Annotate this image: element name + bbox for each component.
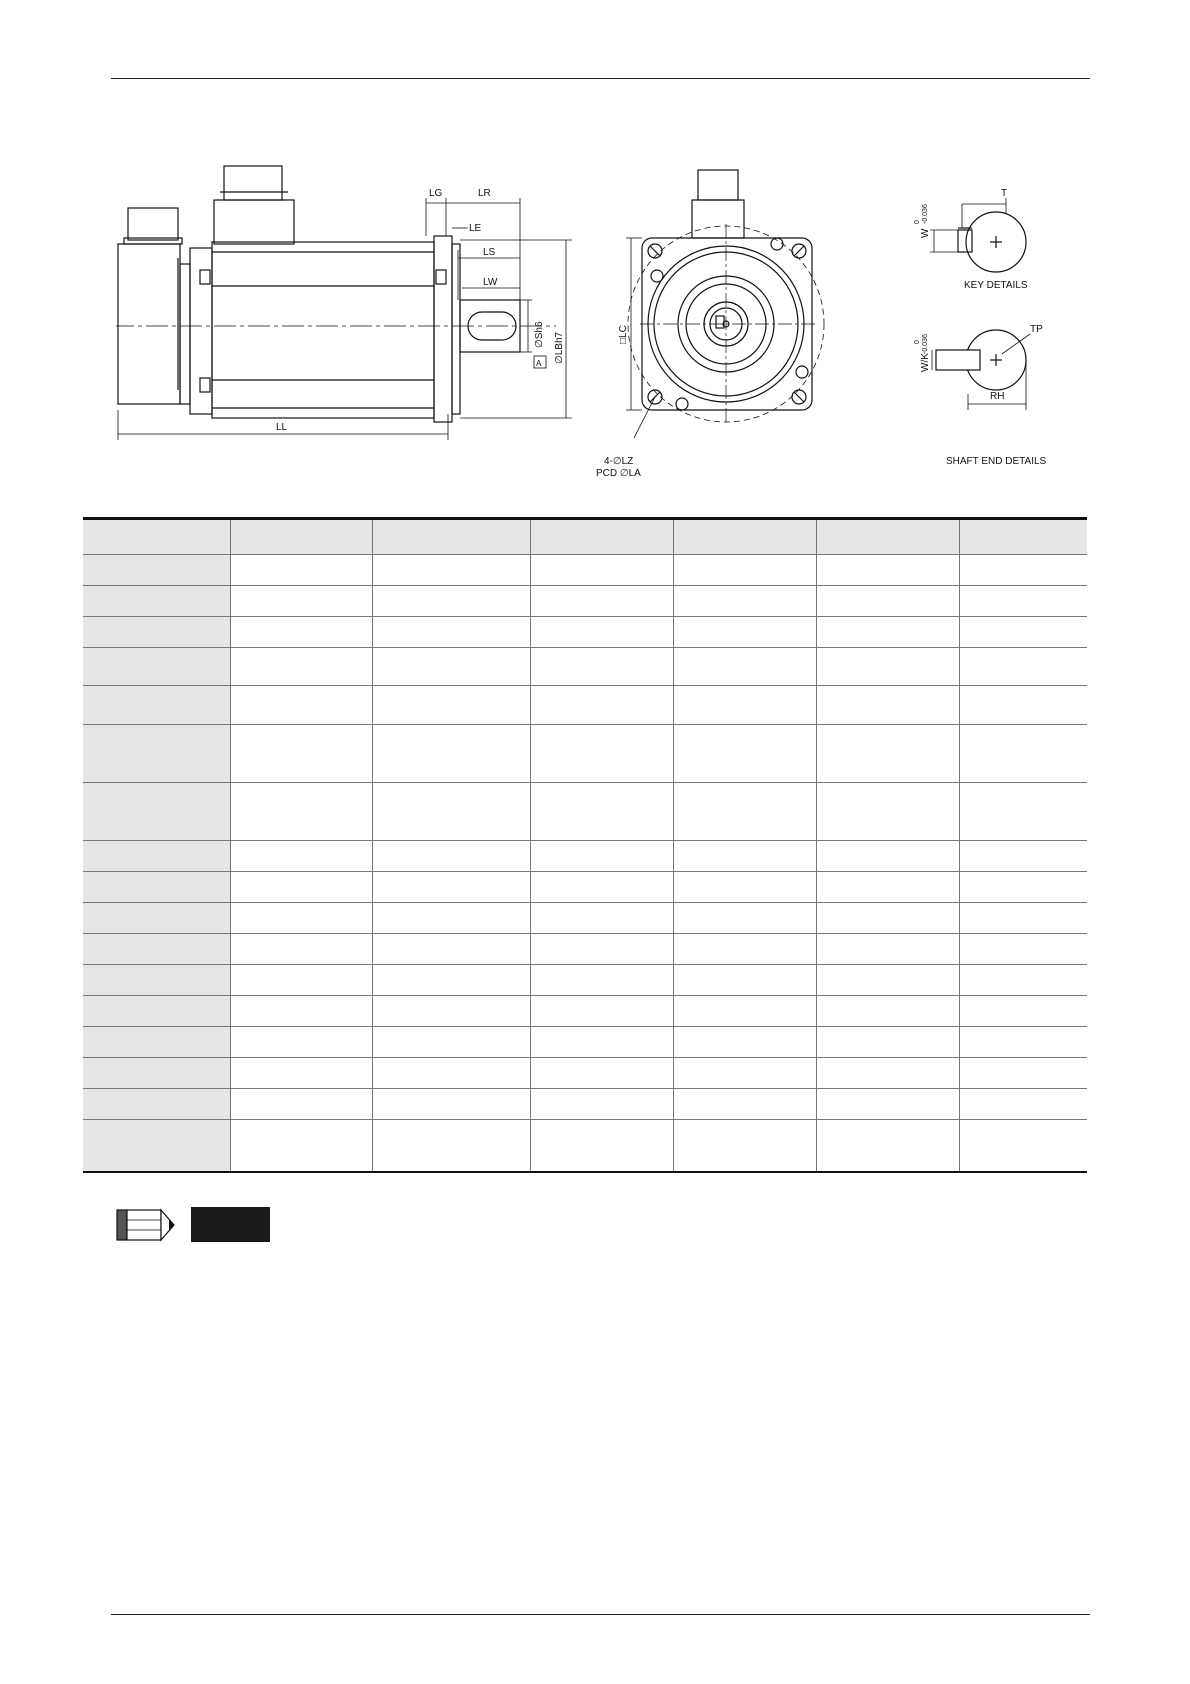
table-row <box>83 965 1087 996</box>
table-cell <box>673 1120 816 1172</box>
table-cell <box>530 841 673 872</box>
footer-rule <box>111 1614 1090 1615</box>
table-row <box>83 841 1087 872</box>
table-row <box>83 1027 1087 1058</box>
key-details-title: KEY DETAILS <box>964 280 1028 291</box>
table-cell <box>816 1058 959 1089</box>
table-cell <box>230 872 372 903</box>
shaft-tp-label: TP <box>1030 324 1043 335</box>
table-cell <box>372 1058 530 1089</box>
table-cell <box>816 1120 959 1172</box>
table-row <box>83 586 1087 617</box>
table-row <box>83 934 1087 965</box>
table-cell <box>959 1058 1087 1089</box>
table-row <box>83 725 1087 783</box>
table-cell <box>230 725 372 783</box>
table-cell <box>372 872 530 903</box>
table-cell <box>83 1027 230 1058</box>
table-cell <box>673 586 816 617</box>
table-cell <box>816 783 959 841</box>
table-cell <box>230 648 372 686</box>
header-cell <box>673 519 816 555</box>
table-cell <box>230 996 372 1027</box>
motor-dimension-drawing <box>116 158 1116 483</box>
table-cell <box>372 648 530 686</box>
table-cell <box>83 783 230 841</box>
table-cell <box>530 903 673 934</box>
shaft-end-figure <box>932 330 1030 410</box>
table-cell <box>673 783 816 841</box>
table-cell <box>816 586 959 617</box>
table-cell <box>230 586 372 617</box>
table-cell <box>83 1089 230 1120</box>
table-cell <box>959 903 1087 934</box>
table-cell <box>230 1120 372 1172</box>
table-row <box>83 686 1087 725</box>
shaft-end-details-title: SHAFT END DETAILS <box>946 456 1047 467</box>
table-row <box>83 783 1087 841</box>
table-cell <box>530 725 673 783</box>
table-cell <box>83 555 230 586</box>
key-w-tol-upper: 0 <box>914 220 921 224</box>
note-label <box>191 1207 270 1242</box>
key-details-figure <box>930 198 1026 272</box>
side-view <box>116 166 556 422</box>
table-cell <box>816 1027 959 1058</box>
table-cell <box>230 617 372 648</box>
table-cell <box>959 617 1087 648</box>
label-ls: LS <box>483 247 496 258</box>
table-cell <box>816 934 959 965</box>
table-cell <box>83 965 230 996</box>
table-cell <box>372 841 530 872</box>
table-cell <box>673 996 816 1027</box>
table-cell <box>673 1027 816 1058</box>
table-cell <box>673 648 816 686</box>
table-cell <box>959 725 1087 783</box>
table-cell <box>530 686 673 725</box>
table-row <box>83 1089 1087 1120</box>
table-cell <box>372 903 530 934</box>
table-cell <box>959 648 1087 686</box>
table-cell <box>230 1089 372 1120</box>
datum-a: A <box>536 359 542 368</box>
table-cell <box>959 965 1087 996</box>
table-cell <box>530 1058 673 1089</box>
table-cell <box>816 555 959 586</box>
table-cell <box>530 872 673 903</box>
table-cell <box>816 686 959 725</box>
table-cell <box>230 934 372 965</box>
table-cell <box>673 555 816 586</box>
table-cell <box>673 1089 816 1120</box>
table-cell <box>230 783 372 841</box>
table-cell <box>372 555 530 586</box>
table-row <box>83 648 1087 686</box>
table-cell <box>530 996 673 1027</box>
table-cell <box>530 1120 673 1172</box>
table-cell <box>230 965 372 996</box>
table-cell <box>83 725 230 783</box>
table-cell <box>959 934 1087 965</box>
table-cell <box>83 872 230 903</box>
header-cell <box>959 519 1087 555</box>
header-rule <box>111 78 1090 79</box>
table-cell <box>816 872 959 903</box>
table-cell <box>372 1120 530 1172</box>
dimension-table <box>83 517 1087 1173</box>
table-row <box>83 996 1087 1027</box>
table-cell <box>816 903 959 934</box>
table-cell <box>530 783 673 841</box>
table-cell <box>816 617 959 648</box>
table-cell <box>959 1027 1087 1058</box>
header-cell <box>816 519 959 555</box>
table-cell <box>959 1120 1087 1172</box>
table-row <box>83 903 1087 934</box>
table-cell <box>372 586 530 617</box>
table-cell <box>83 1120 230 1172</box>
front-view <box>628 170 824 424</box>
table-cell <box>230 686 372 725</box>
key-w-label: W <box>920 228 931 238</box>
table-cell <box>372 934 530 965</box>
table-row <box>83 1058 1087 1089</box>
table-row <box>83 617 1087 648</box>
table-cell <box>959 1089 1087 1120</box>
table-cell <box>230 903 372 934</box>
table-cell <box>83 586 230 617</box>
table-cell <box>372 783 530 841</box>
label-sh6: ∅Sh6 <box>534 321 545 348</box>
table-cell <box>673 725 816 783</box>
table-cell <box>816 725 959 783</box>
header-cell <box>83 519 230 555</box>
table-cell <box>230 1058 372 1089</box>
table-row <box>83 555 1087 586</box>
table-cell <box>959 783 1087 841</box>
table-row <box>83 1120 1087 1172</box>
table-cell <box>83 903 230 934</box>
header-cell <box>530 519 673 555</box>
table-cell <box>530 965 673 996</box>
table-cell <box>959 586 1087 617</box>
table-cell <box>959 996 1087 1027</box>
table-cell <box>83 996 230 1027</box>
table-cell <box>673 841 816 872</box>
table-cell <box>83 1058 230 1089</box>
table-cell <box>673 1058 816 1089</box>
table-cell <box>673 617 816 648</box>
table-cell <box>530 648 673 686</box>
table-cell <box>372 1089 530 1120</box>
header-cell <box>230 519 372 555</box>
shaft-wk-tol-lower: -0.036 <box>922 334 929 354</box>
table-cell <box>673 965 816 996</box>
table-cell <box>83 648 230 686</box>
header-cell <box>372 519 530 555</box>
table-cell <box>83 934 230 965</box>
table-cell <box>83 617 230 648</box>
table-cell <box>530 1089 673 1120</box>
key-t-label: T <box>1001 188 1008 199</box>
table-cell <box>372 686 530 725</box>
shaft-wk-label: W/K <box>920 353 931 372</box>
table-cell <box>959 686 1087 725</box>
table-cell <box>673 686 816 725</box>
label-le: LE <box>469 223 482 234</box>
table-cell <box>230 555 372 586</box>
table-cell <box>230 1027 372 1058</box>
table-cell <box>673 934 816 965</box>
table-cell <box>816 841 959 872</box>
label-lr: LR <box>478 188 491 199</box>
table-cell <box>673 872 816 903</box>
label-lw: LW <box>483 277 498 288</box>
label-la: PCD ∅LA <box>596 468 641 479</box>
table-cell <box>230 841 372 872</box>
table-cell <box>372 1027 530 1058</box>
table-cell <box>83 686 230 725</box>
table-row <box>83 872 1087 903</box>
label-lbh7: ∅LBh7 <box>554 331 565 364</box>
table-cell <box>530 934 673 965</box>
table-cell <box>959 555 1087 586</box>
key-w-tol-lower: -0.036 <box>922 204 929 224</box>
pencil-note-icon <box>116 1208 176 1242</box>
table-cell <box>372 996 530 1027</box>
table-cell <box>530 1027 673 1058</box>
table-cell <box>530 617 673 648</box>
table-cell <box>372 725 530 783</box>
table-cell <box>530 586 673 617</box>
shaft-wk-tol-upper: 0 <box>914 340 921 344</box>
label-lg: LG <box>429 188 443 199</box>
label-lz: 4-∅LZ <box>604 456 634 467</box>
table-cell <box>959 841 1087 872</box>
table-header-row <box>83 519 1087 555</box>
table-cell <box>83 841 230 872</box>
table-cell <box>372 965 530 996</box>
table-cell <box>959 872 1087 903</box>
label-lc: □LC <box>618 325 629 344</box>
shaft-rh-label: RH <box>990 391 1005 402</box>
table-cell <box>816 965 959 996</box>
table-cell <box>530 555 673 586</box>
table-cell <box>673 903 816 934</box>
table-cell <box>816 648 959 686</box>
table-cell <box>372 617 530 648</box>
label-ll: LL <box>276 422 288 433</box>
table-cell <box>816 996 959 1027</box>
table-cell <box>816 1089 959 1120</box>
